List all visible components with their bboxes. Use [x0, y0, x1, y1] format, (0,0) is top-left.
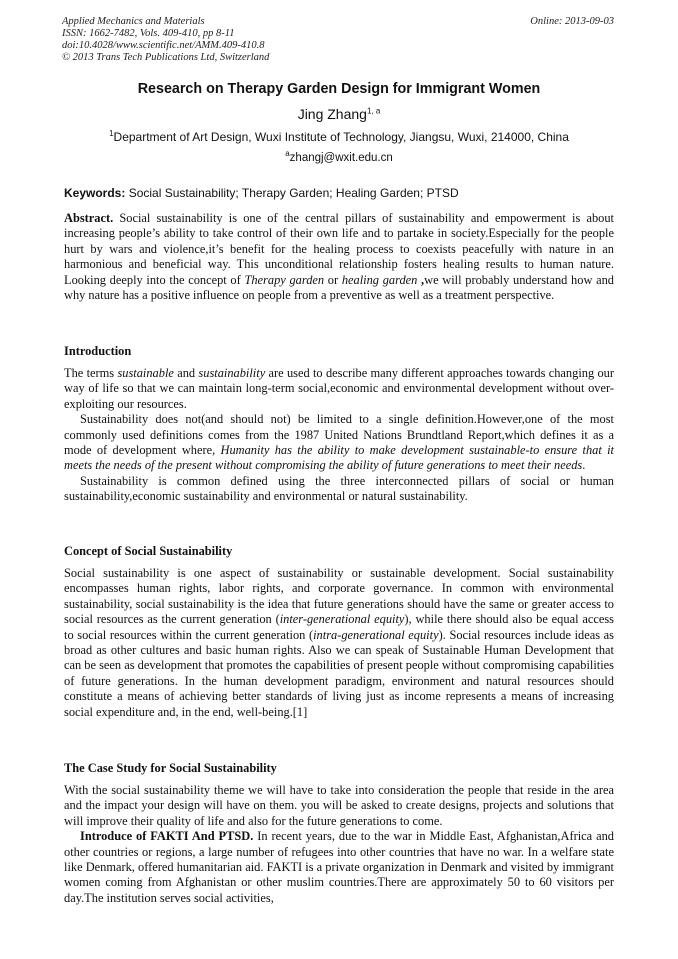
paragraph: With the social sustainability theme we will have to take into consideration the people that reside in the area and the impact your design will have on them. you will be asked to create designs, projects and solutions that will improve their quality of life and also for the future generations to come.	[64, 783, 614, 828]
case-study-body	[64, 783, 614, 906]
abstract-text: we will probably understand how and why nature has a positive influence on people from a preventive as well as a treatment perspective.	[64, 272, 614, 303]
introduction-body	[64, 366, 614, 505]
abstract	[64, 211, 614, 303]
email-address[interactable]: zhangj@wxit.edu.cn	[289, 152, 393, 164]
paragraph: Sustainability is common defined using the three interconnected pillars of social or human sustainability,economic sustainability and environmental or natural sustainability.	[64, 473, 614, 504]
affiliation-sup: 1	[109, 129, 114, 138]
keywords-text: Social Sustainability; Therapy Garden; Healing Garden; PTSD	[125, 186, 459, 200]
section-heading-introduction: Introduction	[64, 344, 132, 358]
email-line	[0, 149, 678, 164]
abstract-label: Abstract.	[64, 211, 114, 225]
section-heading-case-study: The Case Study for Social Sustainability	[64, 761, 277, 775]
author-name: Jing Zhang	[297, 106, 367, 122]
doi-line: doi:10.4028/www.scientific.net/AMM.409-410.8	[62, 40, 265, 51]
section-heading-concept: Concept of Social Sustainability	[64, 544, 233, 558]
abstract-text: or	[324, 272, 342, 287]
online-date: Online: 2013-09-03	[530, 16, 614, 27]
paper-title: Research on Therapy Garden Design for Immigrant Women	[137, 81, 541, 97]
affiliation	[0, 130, 678, 144]
author-line	[0, 106, 678, 122]
abstract-em: healing garden	[341, 272, 418, 287]
issn-line: ISSN: 1662-7482, Vols. 409-410, pp 8-11	[62, 28, 235, 39]
paragraph: Sustainability does not(and should not) be limited to a single definition.However,one of the most commonly used definitions comes from the 1987 United Nations Brundtland Report,which defines it as a mode of development where, Humanity has the ability to make development sustainable-to ensure that it meets the needs of the present without compromising the ability of future generations to meet their needs.	[64, 412, 614, 473]
email-sup: a	[285, 149, 290, 159]
keywords-label: Keywords:	[64, 186, 126, 200]
abstract-text: ,	[417, 272, 425, 287]
affiliation-text: Department of Art Design, Wuxi Institute of Technology, Jiangsu, Wuxi, 214000, China	[113, 130, 569, 144]
copyright-line: © 2013 Trans Tech Publications Ltd, Switzerland	[62, 52, 270, 63]
journal-header	[62, 16, 269, 64]
paragraph: The terms sustainable and sustainability are used to describe many different approaches towards changing our way of life so that we can maintain long-term social,economic and environmental development without over-exploiting our resources.	[64, 366, 614, 411]
author-sup: 1, a	[366, 106, 381, 116]
paragraph: Social sustainability is one aspect of sustainability or sustainable development. Social sustainability encompasses human rights, labor rights, and corporate governance. In common with environmental sustainability, social sustainability is the idea that future generations should have the same or greater access to social resources as the current generation (inter-generational equity), while there should also be equal access to social resources within the current generation (intra-generational equity). Social resources include ideas as broad as other cultures and basic human rights. Also we can speak of Sustainable Human Development that can be seen as development that promotes the capabilities of present people without compromising capabilities of future generations. In the human development paradigm, environment and natural resources should constitute a means of achieving better standards of living just as income represents a means of increasing social expenditure and, in the end, well-being.[1]	[64, 566, 615, 719]
journal-name: Applied Mechanics and Materials	[62, 16, 205, 27]
keywords	[64, 186, 459, 200]
concept-body	[64, 566, 614, 720]
abstract-text: Social sustainability is one of the central pillars of sustainability and empowerment is about increasing people’s ability to take control of their own life and to partake in society.Especially for the people hurt by wars and violence,it’s benefit for the healing process to coexists peacefully with nature in an harmonious and beneficial way. This unconditional relationship fosters healing results to human nature. Looking deeply into the concept of	[64, 211, 614, 287]
paragraph: Introduce of FAKTI And PTSD. In recent years, due to the war in Middle East, Afghanistan,Africa and other countries or regions, a large number of refugees into other countries that have no war. In a welfare state like Denmark, offered humanitarian aid. FAKTI is a private organization in Denmark and visited by immigrant women coming from Afghanistan or other muslim countries.There are approximately 50 to 60 visitors per day.The institution serves social activities,	[64, 829, 614, 905]
abstract-em: Therapy garden	[244, 272, 325, 287]
